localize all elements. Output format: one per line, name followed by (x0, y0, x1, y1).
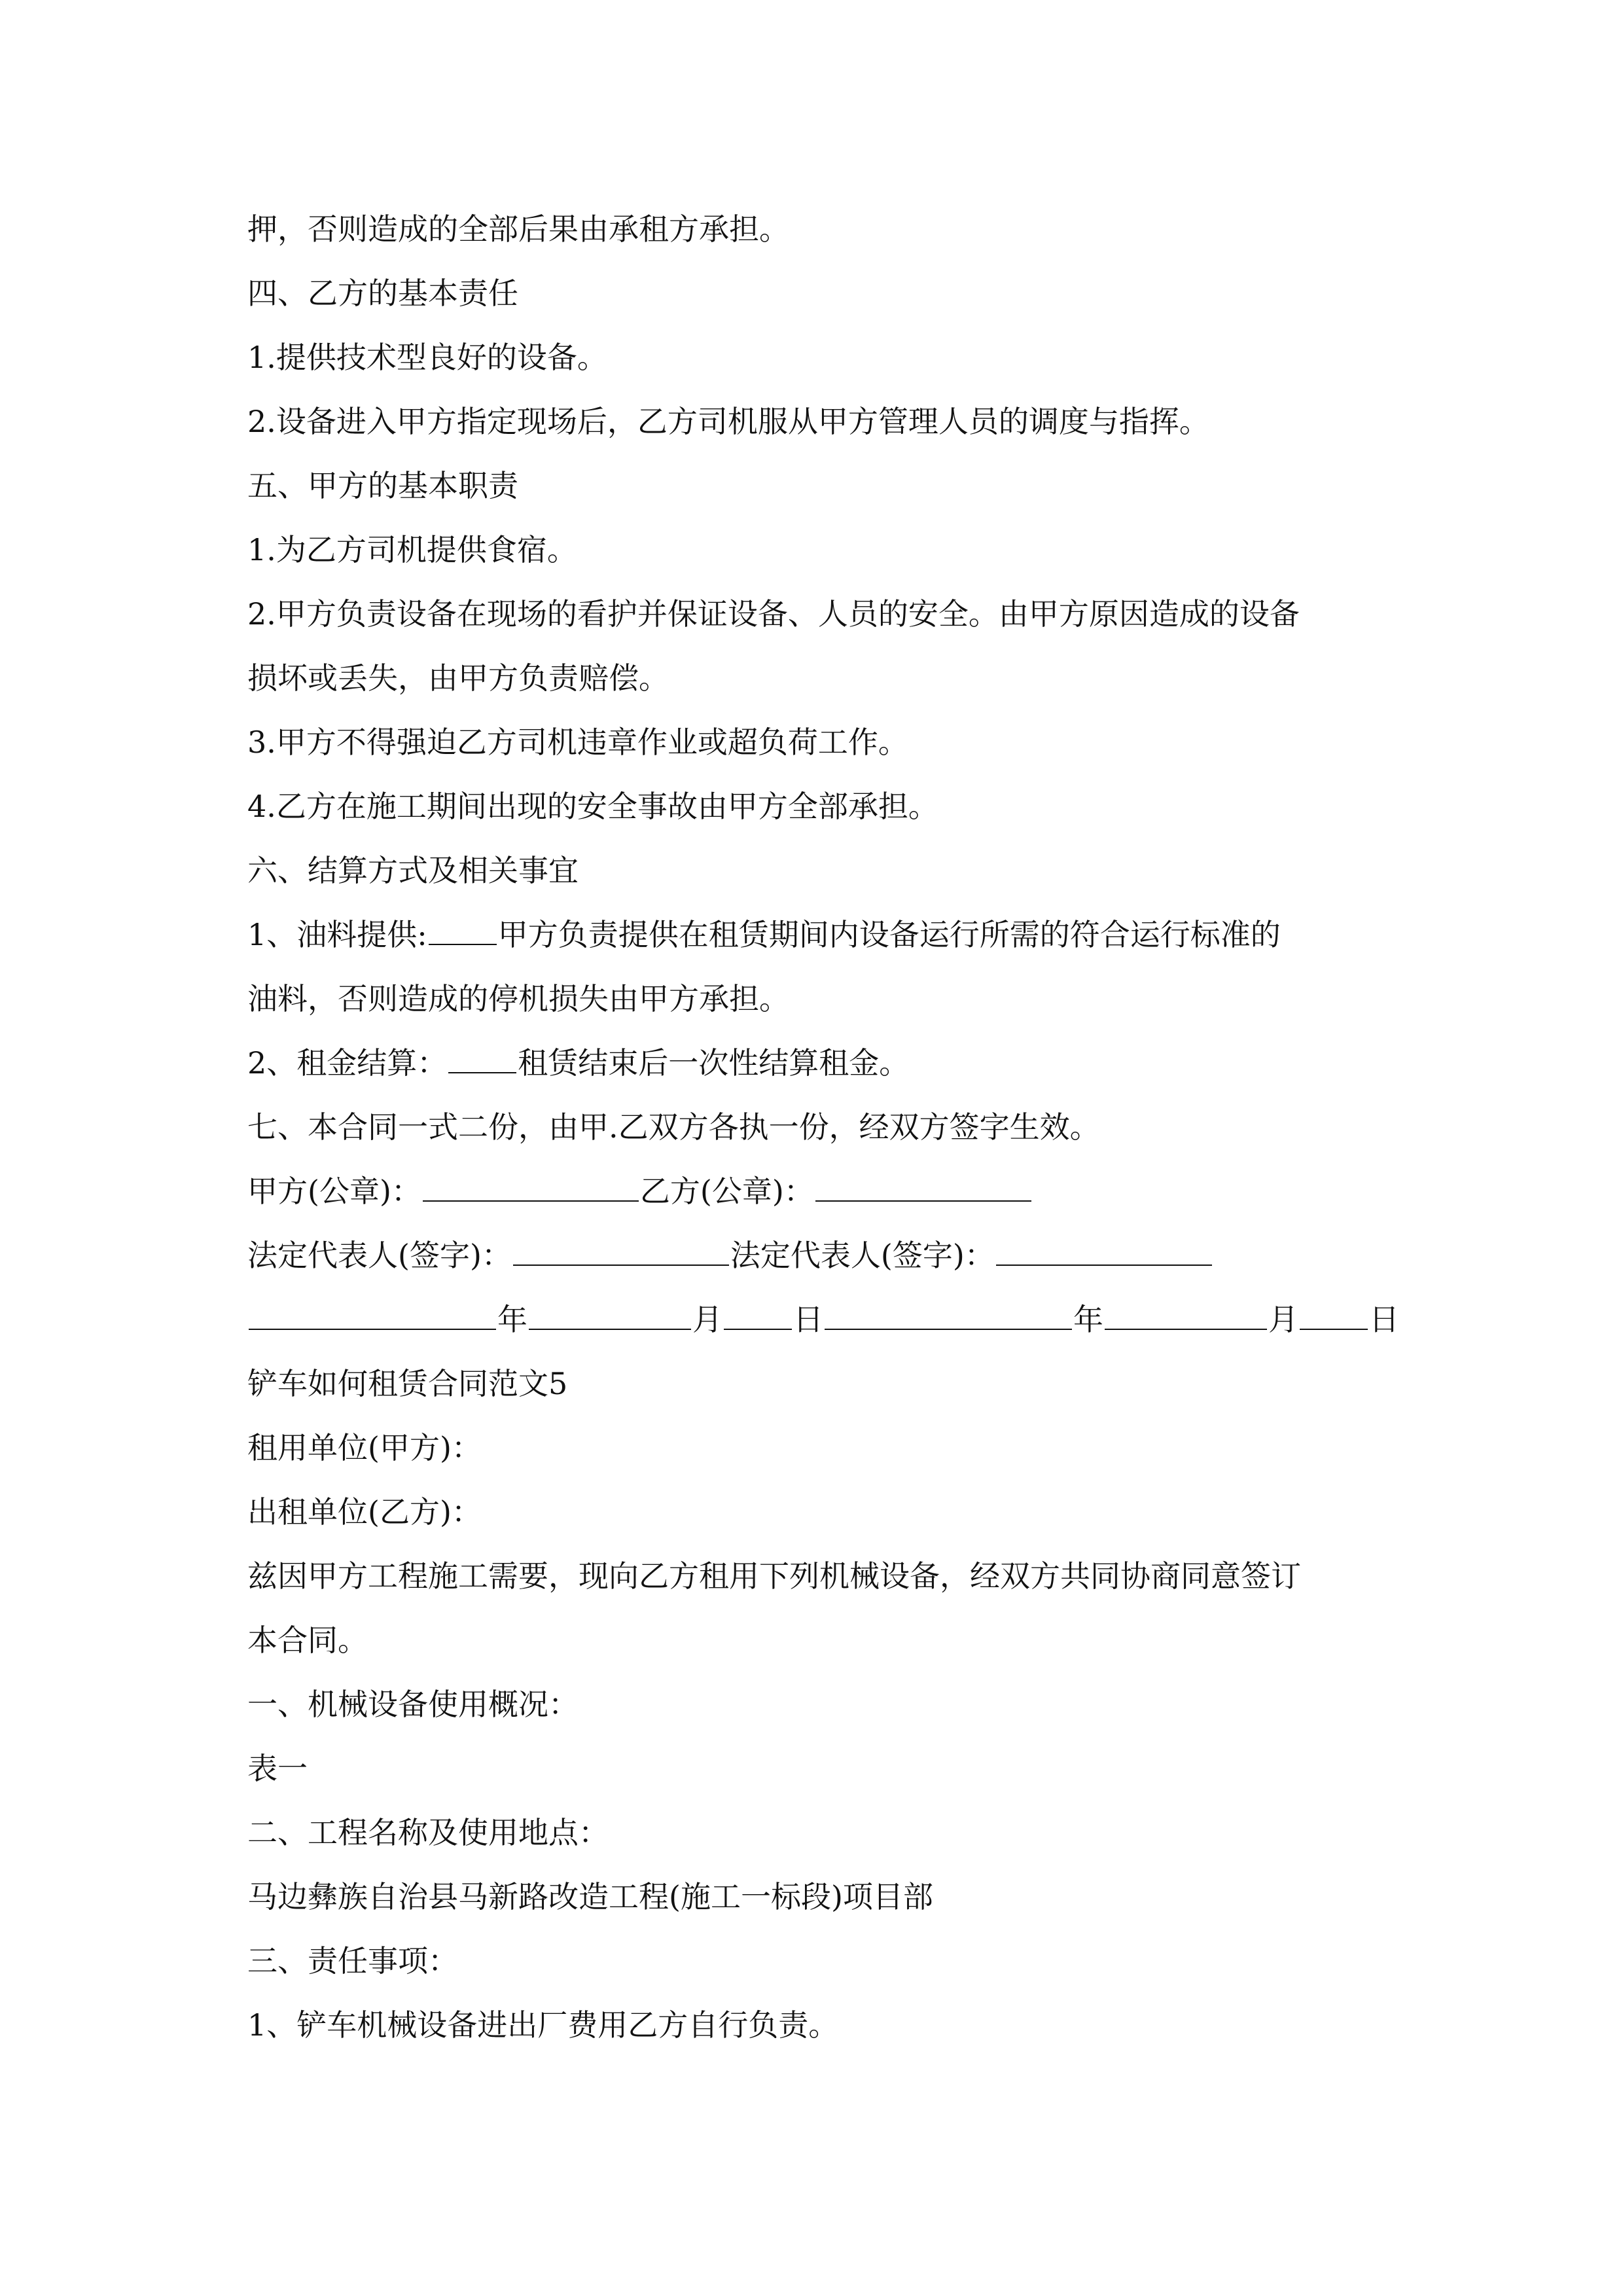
party-a-seal-label: 甲方(公章)： (247, 1174, 421, 1209)
date-b-year-label: 年 (1073, 1302, 1103, 1337)
text-line: 押，否则造成的全部后果由承租方承担。 (247, 211, 789, 247)
date-b-day-blank (1300, 1300, 1368, 1330)
signature-line (247, 1236, 1386, 1275)
lessee-label: 租用单位(甲方)： (247, 1430, 482, 1465)
party-b-rep-blank (996, 1236, 1212, 1266)
text-line: 4.乙方在施工期间出现的安全事故由甲方全部承担。 (247, 789, 938, 824)
date-line (247, 1300, 1399, 1339)
date-a-day-blank (724, 1300, 792, 1330)
party-b-rep-label: 法定代表人(签字)： (730, 1238, 995, 1273)
section-heading-2: 二、工程名称及使用地点： (247, 1815, 609, 1850)
rent-settlement-text: 租赁结束后一次性结算租金。 (518, 1045, 910, 1081)
text-line: 2.设备进入甲方指定现场后，乙方司机服从甲方管理人员的调度与指挥。 (247, 404, 1209, 439)
date-a-month-blank (529, 1300, 691, 1330)
project-name: 马边彝族自治县马新路改造工程(施工一标段)项目部 (247, 1879, 933, 1914)
party-a-rep-label: 法定代表人(签字)： (247, 1238, 512, 1273)
text-line: 1.提供技术型良好的设备。 (247, 340, 607, 375)
fuel-supply-text: 甲方负责提供在租赁期间内设备运行所需的符合运行标准的 (497, 917, 1281, 952)
text-line: 3.甲方不得强迫乙方司机违章作业或超负荷工作。 (247, 725, 908, 760)
rent-settlement-label: 2、租金结算： (247, 1045, 448, 1081)
date-b-month-label: 月 (1268, 1302, 1298, 1337)
date-b-year-blank (825, 1300, 1072, 1330)
rent-settlement-line (247, 1043, 1386, 1083)
rent-settlement-blank (448, 1043, 516, 1073)
section-heading-7: 七、本合同一式二份，由甲.乙双方各执一份，经双方签字生效。 (247, 1109, 1100, 1145)
text-line: 损坏或丢失，由甲方负责赔偿。 (247, 660, 669, 696)
text-line: 2.甲方负责设备在现场的看护并保证设备、人员的安全。由甲方原因造成的设备 (247, 596, 1300, 632)
text-line: 油料，否则造成的停机损失由甲方承担。 (247, 981, 789, 1016)
fuel-supply-label: 1、油料提供: (247, 917, 427, 952)
section-heading-4: 四、乙方的基本责任 (247, 276, 518, 311)
date-a-year-label: 年 (497, 1302, 527, 1337)
document-title: 铲车如何租赁合同范文5 (247, 1366, 568, 1401)
section-heading-6: 六、结算方式及相关事宜 (247, 853, 579, 888)
date-b-day-label: 日 (1369, 1302, 1399, 1337)
fuel-supply-blank (429, 915, 497, 945)
date-a-month-label: 月 (692, 1302, 722, 1337)
date-a-year-blank (249, 1300, 496, 1330)
text-line: 兹因甲方工程施工需要，现向乙方租用下列机械设备，经双方共同协商同意签订 (247, 1558, 1301, 1594)
lessor-label: 出租单位(乙方)： (247, 1494, 482, 1530)
text-line: 1.为乙方司机提供食宿。 (247, 532, 577, 567)
section-heading-1: 一、机械设备使用概况： (247, 1687, 579, 1722)
text-line: 1、铲车机械设备进出厂费用乙方自行负责。 (247, 2007, 839, 2043)
table-caption: 表一 (247, 1751, 308, 1786)
fuel-supply-line (247, 915, 1386, 954)
section-heading-5: 五、甲方的基本职责 (247, 468, 518, 503)
date-b-month-blank (1105, 1300, 1267, 1330)
party-b-seal-blank (815, 1172, 1031, 1202)
seal-line (247, 1172, 1386, 1211)
section-heading-3: 三、责任事项： (247, 1943, 458, 1979)
date-a-day-label: 日 (793, 1302, 823, 1337)
text-line: 本合同。 (247, 1623, 368, 1658)
party-a-seal-blank (423, 1172, 639, 1202)
party-a-rep-blank (513, 1236, 729, 1266)
party-b-seal-label: 乙方(公章)： (639, 1174, 814, 1209)
